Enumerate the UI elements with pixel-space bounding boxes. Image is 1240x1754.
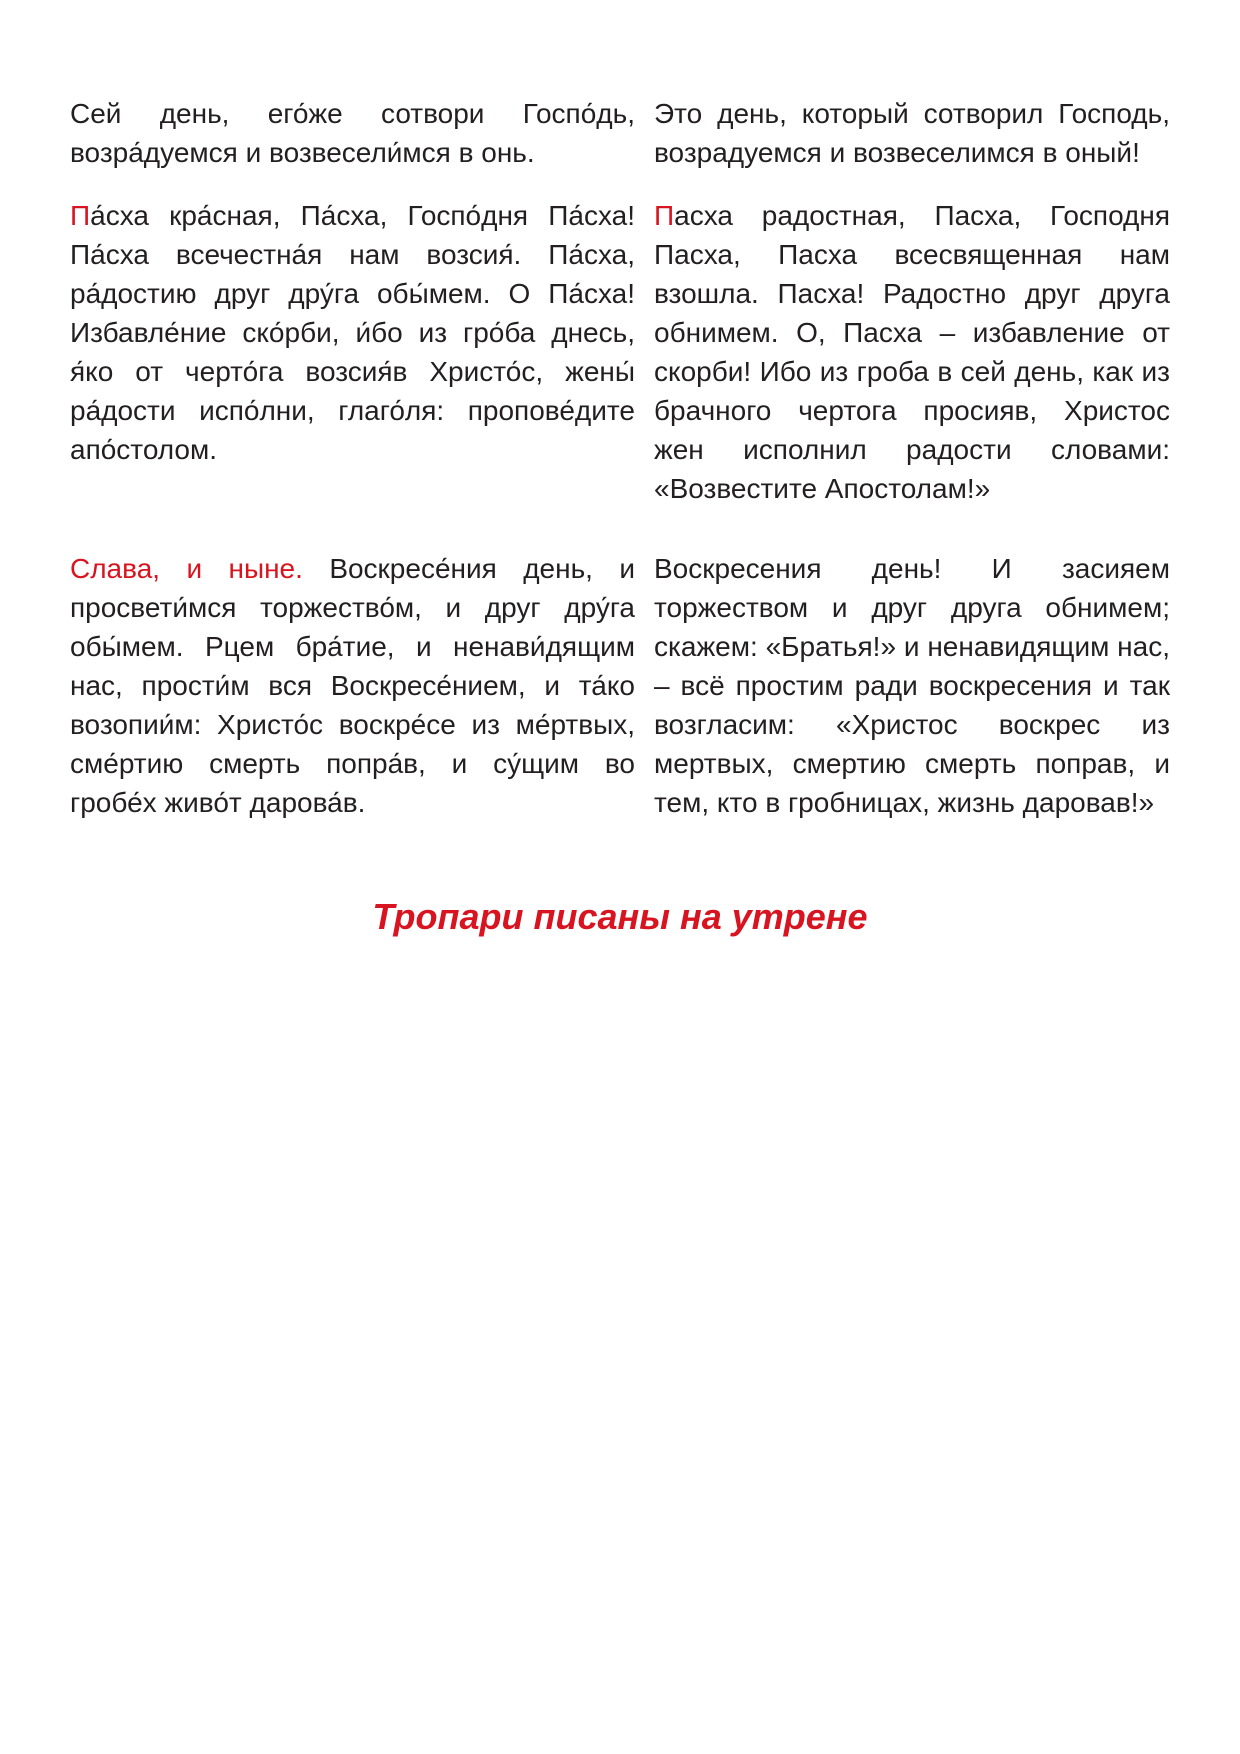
verse-block-2 (70, 196, 1170, 508)
translation-paragraph (654, 196, 1170, 508)
verse-paragraph (70, 94, 635, 172)
russian-translation-column (654, 94, 1170, 172)
church-slavonic-column (70, 196, 635, 508)
translation-text: Воскресения день! И засияем торжеством и друг друга обнимем; скажем: «Братья!» и ненавидящим нас, – всё простим ради воскресения и так возгласим: «Христос воскрес из мертвых, смертию смерть поправ, и тем, кто в гробницах, жизнь даровав!» (654, 553, 1170, 818)
translation-paragraph (654, 549, 1170, 822)
verse-block-1 (70, 94, 1170, 172)
red-initial: П (70, 200, 91, 231)
verse-text: Воскресе́ния день, и просвети́мся торжество́м, и друг дру́га обы́мем. Рцем бра́тие, и ненави́дящим нас, прости́м вся Воскресе́нием, и та́ко возопии́м: Христо́с воскре́се из ме́ртвых, сме́ртию смерть попра́в, и су́щим во гробе́х живо́т дарова́в. (70, 553, 635, 818)
translation-paragraph (654, 94, 1170, 172)
verse-text: а́сха кра́сная, Па́сха, Госпо́дня Па́сха! Па́сха всечестна́я нам возсия́. Па́сха, ра́достию друг дру́га обы́мем. О Па́сха! Избавле́ние ско́рби, и́бо из гро́ба днесь, я́ко от черто́га возсия́в Христо́с, жены́ ра́дости испо́лни, глаго́ля: пропове́дите апо́столом. (70, 200, 635, 465)
church-slavonic-column (70, 94, 635, 172)
verse-text: Сей день, его́же сотвори Госпо́дь, возра́дуемся и возвесели́мся в онь. (70, 98, 635, 168)
red-rubric: Слава, и ныне. (70, 553, 303, 584)
translation-text: асха радостная, Пасха, Господня Пасха, Пасха всесвященная нам взошла. Пасха! Радостно друг друга обнимем. О, Пасха – избавление от скорби! Ибо из гроба в сей день, как из брачного чертога просияв, Христос жен исполнил радости словами: «Возвестите Апостолам!» (654, 200, 1170, 504)
translation-text: Это день, который сотворил Господь, возрадуемся и возвеселимся в оный! (654, 98, 1170, 168)
red-initial: П (654, 200, 675, 231)
russian-translation-column (654, 549, 1170, 822)
church-slavonic-column (70, 549, 635, 822)
verse-paragraph (70, 549, 635, 822)
verse-block-3 (70, 549, 1170, 822)
document-page (70, 94, 1170, 822)
section-heading: Тропари писаны на утрене (372, 896, 868, 937)
verse-paragraph (70, 196, 635, 469)
russian-translation-column (654, 196, 1170, 508)
